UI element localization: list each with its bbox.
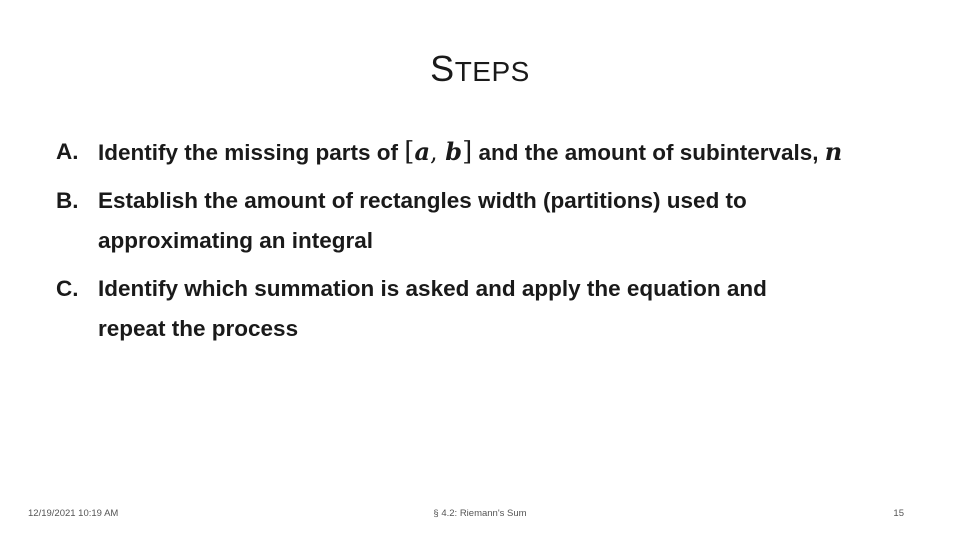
step-a <box>56 132 916 173</box>
slide-title <box>0 48 960 90</box>
step-c <box>56 269 916 349</box>
slide-title-first-letter: S <box>430 48 455 89</box>
slide-title-rest: TEPS <box>454 56 530 87</box>
subinterval-n-symbol: n <box>824 137 843 166</box>
step-a-text-after: and the amount of subintervals, <box>472 140 825 165</box>
footer-date: 12/19/2021 10:19 AM <box>28 508 119 519</box>
step-a-text <box>98 132 842 173</box>
steps-list <box>56 132 916 357</box>
footer-page-number: 15 <box>893 508 904 519</box>
step-a-text-before: Identify the missing parts of <box>98 140 405 165</box>
step-c-text: Identify which summation is asked and apply the equation and repeat the process <box>98 276 767 341</box>
interval-close-bracket: ] <box>462 137 473 167</box>
step-b-letter: B. <box>56 188 79 213</box>
step-c-letter: C. <box>56 276 79 301</box>
step-a-letter: A. <box>56 139 79 164</box>
interval-notation <box>404 137 472 166</box>
subinterval-n <box>825 137 842 166</box>
interval-a: a <box>414 137 431 166</box>
footer-section-title: § 4.2: Riemann's Sum <box>433 508 527 519</box>
interval-comma: , <box>430 138 446 166</box>
step-b-text: Establish the amount of rectangles width (partitions) used to approximating an integral <box>98 188 747 253</box>
interval-b: b <box>445 137 463 166</box>
interval-open-bracket: [ <box>404 137 415 167</box>
step-b <box>56 181 916 261</box>
